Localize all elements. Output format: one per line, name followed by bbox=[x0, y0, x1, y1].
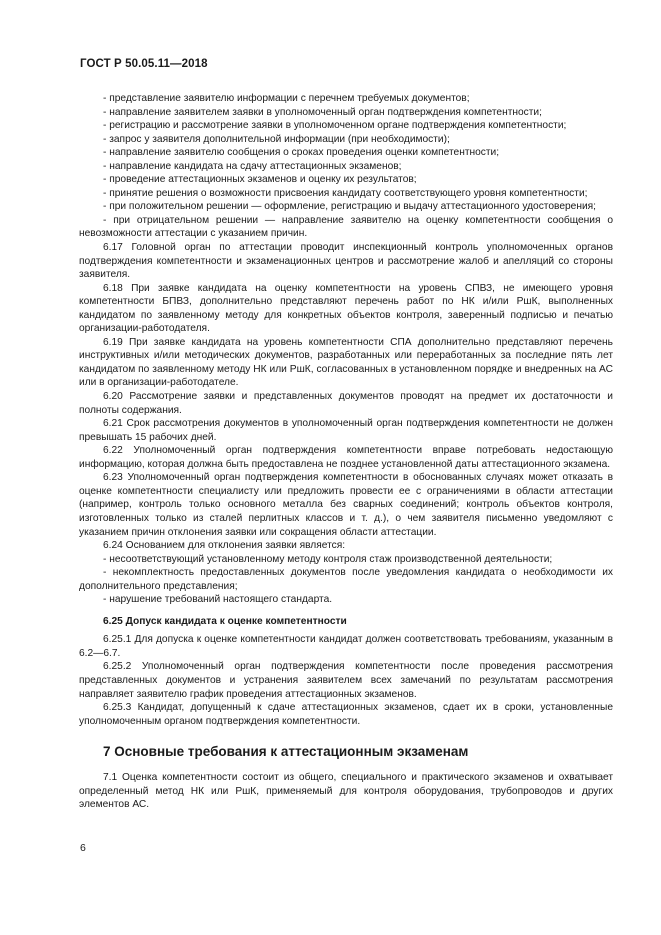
page-number: 6 bbox=[80, 842, 86, 854]
clause-6-18: 6.18 При заявке кандидата на оценку компетентности на уровень СПВЗ, не имеющего уровня компетентности БПВЗ, дополнительно представляют перечень работ по НК и/или РшК, выполненных кандидатом по заявленному методу для конкретных объектов контроля, заверенный подписью и печатью организации-работодателя. bbox=[79, 282, 613, 335]
section-6-25-heading: 6.25 Допуск кандидата к оценке компетентности bbox=[103, 615, 347, 627]
section-7-heading: 7 Основные требования к аттестационным экзаменам bbox=[103, 744, 469, 760]
rejection-item: - некомплектность предоставленных документов после уведомления кандидата о необходимости их дополнительного представления; bbox=[79, 567, 613, 592]
rejection-item: - несоответствующий установленному методу контроля стаж производственной деятельности; bbox=[103, 553, 553, 565]
clause-6-23: 6.23 Уполномоченный орган подтверждения компетентности в обоснованных случаях может отказать в оценке компетентности специалисту или предложить провести ее с ограничениями в области аттестации (например, контроль только основного металла без сварных соединений; контроль объектов контроля, изготовленных только из сталей перлитных классов и т. д.), о чем заявителя письменно уведомляют с указанием причин отклонения заявки или сокращения области аттестации. bbox=[79, 472, 613, 538]
list-item: - направление заявителем заявки в уполномоченный орган подтверждения компетентности; bbox=[103, 106, 542, 118]
list-item: - запрос у заявителя дополнительной информации (при необходимости); bbox=[103, 133, 450, 145]
clause-6-19: 6.19 При заявке кандидата на уровень компетентности СПА дополнительно представляют перечень инструктивных и/или методических документов, разработанных или переработанных за последние пять лет кандидатом по заявленному методу НК или РшК, согласованных в установленном порядке и внедренных на АС или в организации-работодателе. bbox=[79, 336, 613, 389]
clause-6-24: 6.24 Основанием для отклонения заявки является: bbox=[103, 540, 346, 552]
clause-6-25-1: 6.25.1 Для допуска к оценке компетентности кандидат должен соответствовать требованиям, указанным в 6.2—6.7. bbox=[79, 634, 613, 659]
list-item: - при положительном решении — оформление, регистрацию и выдачу аттестационного удостоверения; bbox=[103, 201, 596, 213]
rejection-item: - нарушение требований настоящего стандарта. bbox=[103, 594, 333, 606]
list-item: - представление заявителю информации с перечнем требуемых документов; bbox=[103, 93, 470, 104]
clause-7-1: 7.1 Оценка компетентности состоит из общего, специального и практического экзаменов и охватывает определенный метод НК или РшК, применяемый для контроля оборудования, трубопроводов и других элементов АС. bbox=[79, 772, 613, 811]
clause-6-20: 6.20 Рассмотрение заявки и представленных документов проводят на предмет их достаточности и полноты содержания. bbox=[79, 391, 613, 416]
list-item: - при отрицательном решении — направление заявителю на оценку компетентности сообщения о невозможности аттестации с указанием причин. bbox=[79, 214, 613, 240]
clause-6-17: 6.17 Головной орган по аттестации проводит инспекционный контроль уполномоченных органов подтверждения компетентности и экзаменационных центров и рассмотрение жалоб и апелляций со стороны заявителя. bbox=[79, 242, 613, 281]
list-item: - направление заявителю сообщения о сроках проведения оценки компетентности; bbox=[103, 147, 500, 159]
list-item: - направление кандидата на сдачу аттестационных экзаменов; bbox=[103, 160, 402, 172]
clause-6-25-2: 6.25.2 Уполномоченный орган подтверждения компетентности после проведения рассмотрения представленных документов и устранения заявителем всех замечаний по результатам рассмотрения направляет заявителю график проведения аттестационных экзаменов. bbox=[79, 661, 613, 700]
list-item: - проведение аттестационных экзаменов и оценку их результатов; bbox=[103, 174, 417, 186]
page-content bbox=[79, 92, 613, 812]
document-header: ГОСТ Р 50.05.11—2018 bbox=[80, 58, 208, 70]
clause-6-25-3: 6.25.3 Кандидат, допущенный к сдаче аттестационных экзаменов, сдает их в сроки, установленные уполномоченным органом подтверждения компетентности. bbox=[79, 702, 613, 727]
list-item: - регистрацию и рассмотрение заявки в уполномоченном органе подтверждения компетентности; bbox=[103, 120, 567, 132]
clause-6-22: 6.22 Уполномоченный орган подтверждения компетентности вправе потребовать недостающую информацию, которая должна быть предоставлена не позднее установленной даты аттестационного экзамена. bbox=[79, 445, 613, 470]
clause-6-21: 6.21 Срок рассмотрения документов в уполномоченный орган подтверждения компетентности не должен превышать 15 рабочих дней. bbox=[79, 418, 613, 443]
list-item: - принятие решения о возможности присвоения кандидату соответствующего уровня компетентности; bbox=[103, 187, 588, 199]
